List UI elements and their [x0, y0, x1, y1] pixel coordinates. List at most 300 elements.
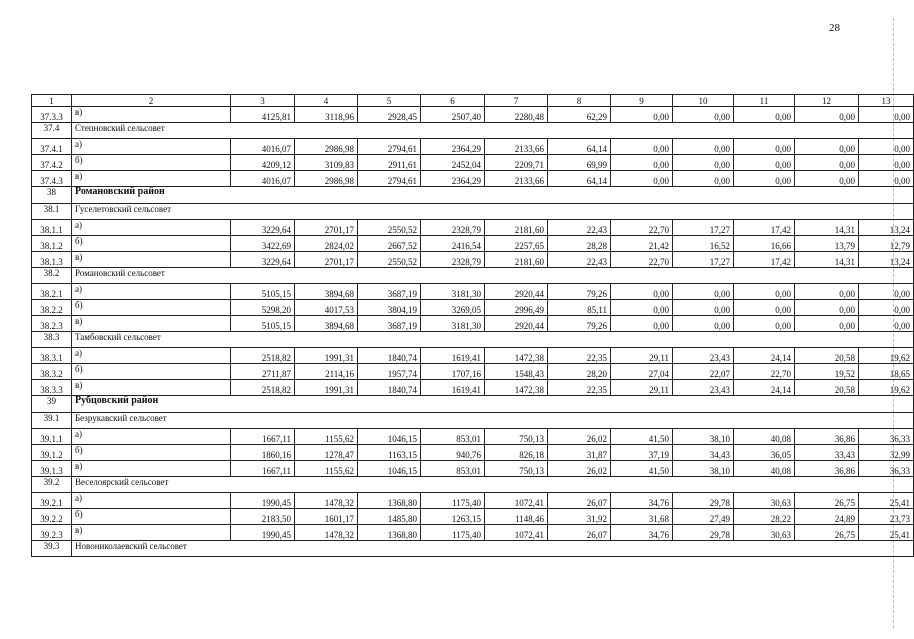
value-cell: 2181,60 [485, 220, 548, 236]
value-cell: 2364,29 [421, 171, 485, 187]
table-row [32, 380, 914, 396]
row-variant: а) [72, 493, 231, 509]
value-cell: 24,14 [734, 348, 795, 364]
table-row [32, 509, 914, 525]
value-cell: 4209,12 [231, 155, 295, 171]
value-cell: 3229,64 [231, 252, 295, 268]
value-cell: 0,00 [734, 107, 795, 123]
row-code: 37.4.2 [32, 155, 72, 171]
value-cell: 38,10 [673, 429, 734, 445]
column-header: 11 [734, 95, 795, 107]
value-cell: 22,43 [548, 252, 611, 268]
value-cell: 0,00 [859, 107, 914, 123]
value-cell: 1840,74 [358, 380, 421, 396]
value-cell: 1707,16 [421, 364, 485, 380]
value-cell: 24,89 [795, 509, 859, 525]
table-row [32, 364, 914, 380]
value-cell: 2181,60 [485, 252, 548, 268]
value-cell: 853,01 [421, 461, 485, 477]
value-cell: 36,86 [795, 429, 859, 445]
value-cell: 22,07 [673, 364, 734, 380]
value-cell: 34,76 [611, 493, 673, 509]
value-cell: 2711,87 [231, 364, 295, 380]
value-cell: 0,00 [673, 316, 734, 332]
value-cell: 0,00 [734, 155, 795, 171]
value-cell: 0,00 [795, 107, 859, 123]
table-row [32, 300, 914, 316]
value-cell: 2701,17 [295, 252, 358, 268]
value-cell: 5105,15 [231, 284, 295, 300]
table-row [32, 139, 914, 155]
row-code: 37.4.1 [32, 139, 72, 155]
value-cell: 3687,19 [358, 316, 421, 332]
column-header: 8 [548, 95, 611, 107]
table-row [32, 445, 914, 461]
value-cell: 0,00 [859, 171, 914, 187]
value-cell: 23,43 [673, 348, 734, 364]
value-cell: 2452,04 [421, 155, 485, 171]
value-cell: 0,00 [673, 107, 734, 123]
value-cell: 1991,31 [295, 380, 358, 396]
value-cell: 1155,62 [295, 461, 358, 477]
value-cell: 13,79 [795, 236, 859, 252]
value-cell: 2518,82 [231, 348, 295, 364]
value-cell: 1072,41 [485, 525, 548, 541]
value-cell: 31,92 [548, 509, 611, 525]
value-cell: 38,10 [673, 461, 734, 477]
value-cell: 27,49 [673, 509, 734, 525]
column-header: 7 [485, 95, 548, 107]
settlement-row [32, 123, 914, 139]
value-cell: 17,27 [673, 252, 734, 268]
table-row [32, 220, 914, 236]
value-cell: 28,20 [548, 364, 611, 380]
value-cell: 3229,64 [231, 220, 295, 236]
settlement-row [32, 204, 914, 220]
value-cell: 2507,40 [421, 107, 485, 123]
row-variant: б) [72, 300, 231, 316]
row-code: 39.1.2 [32, 445, 72, 461]
value-cell: 2667,52 [358, 236, 421, 252]
value-cell: 2920,44 [485, 316, 548, 332]
table-row [32, 525, 914, 541]
row-code: 38 [32, 187, 72, 204]
value-cell: 4016,07 [231, 139, 295, 155]
value-cell: 2986,98 [295, 171, 358, 187]
column-header: 2 [72, 95, 231, 107]
value-cell: 0,00 [611, 300, 673, 316]
value-cell: 2550,52 [358, 220, 421, 236]
value-cell: 1990,45 [231, 493, 295, 509]
settlement-name: Степновский сельсовет [72, 123, 914, 139]
row-variant: б) [72, 155, 231, 171]
table-row [32, 155, 914, 171]
row-code: 38.1.3 [32, 252, 72, 268]
value-cell: 750,13 [485, 429, 548, 445]
row-code: 39.1.1 [32, 429, 72, 445]
value-cell: 79,26 [548, 316, 611, 332]
value-cell: 1667,11 [231, 461, 295, 477]
value-cell: 21,42 [611, 236, 673, 252]
settlement-row [32, 268, 914, 284]
value-cell: 2364,29 [421, 139, 485, 155]
value-cell: 16,52 [673, 236, 734, 252]
value-cell: 20,58 [795, 348, 859, 364]
tariff-table [31, 94, 914, 557]
value-cell: 5298,20 [231, 300, 295, 316]
value-cell: 22,70 [611, 252, 673, 268]
value-cell: 0,00 [859, 284, 914, 300]
value-cell: 1148,46 [485, 509, 548, 525]
value-cell: 40,08 [734, 461, 795, 477]
value-cell: 79,26 [548, 284, 611, 300]
value-cell: 41,50 [611, 461, 673, 477]
value-cell: 31,68 [611, 509, 673, 525]
row-code: 38.1.2 [32, 236, 72, 252]
settlement-row [32, 541, 914, 557]
value-cell: 37,19 [611, 445, 673, 461]
column-header: 9 [611, 95, 673, 107]
value-cell: 0,00 [611, 139, 673, 155]
value-cell: 23,73 [859, 509, 914, 525]
value-cell: 2911,61 [358, 155, 421, 171]
table-row [32, 348, 914, 364]
value-cell: 2114,16 [295, 364, 358, 380]
settlement-name: Веселоярский сельсовет [72, 477, 914, 493]
value-cell: 36,33 [859, 429, 914, 445]
value-cell: 0,00 [734, 300, 795, 316]
value-cell: 85,11 [548, 300, 611, 316]
value-cell: 0,00 [859, 139, 914, 155]
value-cell: 1472,38 [485, 348, 548, 364]
value-cell: 2920,44 [485, 284, 548, 300]
value-cell: 1046,15 [358, 461, 421, 477]
value-cell: 0,00 [795, 316, 859, 332]
value-cell: 1163,15 [358, 445, 421, 461]
value-cell: 26,75 [795, 525, 859, 541]
table-row [32, 493, 914, 509]
value-cell: 1619,41 [421, 380, 485, 396]
column-header: 10 [673, 95, 734, 107]
value-cell: 3894,68 [295, 316, 358, 332]
row-variant: в) [72, 252, 231, 268]
row-variant: а) [72, 429, 231, 445]
value-cell: 30,63 [734, 493, 795, 509]
value-cell: 2986,98 [295, 139, 358, 155]
page-number: 28 [829, 22, 840, 34]
row-code: 39 [32, 396, 72, 413]
value-cell: 1957,74 [358, 364, 421, 380]
value-cell: 0,00 [734, 139, 795, 155]
value-cell: 5105,15 [231, 316, 295, 332]
value-cell: 34,43 [673, 445, 734, 461]
row-variant: в) [72, 171, 231, 187]
settlement-name: Тамбовский сельсовет [72, 332, 914, 348]
value-cell: 0,00 [859, 300, 914, 316]
column-header: 6 [421, 95, 485, 107]
value-cell: 2183,50 [231, 509, 295, 525]
header-row [32, 95, 914, 107]
value-cell: 1619,41 [421, 348, 485, 364]
column-header: 3 [231, 95, 295, 107]
value-cell: 0,00 [734, 284, 795, 300]
value-cell: 64,14 [548, 171, 611, 187]
row-code: 38.2.2 [32, 300, 72, 316]
value-cell: 0,00 [673, 300, 734, 316]
value-cell: 3181,30 [421, 284, 485, 300]
value-cell: 12,79 [859, 236, 914, 252]
row-code: 39.2 [32, 477, 72, 493]
row-variant: в) [72, 316, 231, 332]
row-code: 38.3.2 [32, 364, 72, 380]
settlement-name: Новониколаевский сельсовет [72, 541, 914, 557]
value-cell: 14,31 [795, 252, 859, 268]
value-cell: 29,11 [611, 348, 673, 364]
value-cell: 25,41 [859, 493, 914, 509]
value-cell: 16,66 [734, 236, 795, 252]
value-cell: 3804,19 [358, 300, 421, 316]
value-cell: 0,00 [673, 171, 734, 187]
value-cell: 29,11 [611, 380, 673, 396]
column-header: 12 [795, 95, 859, 107]
value-cell: 0,00 [795, 300, 859, 316]
row-variant: в) [72, 107, 231, 123]
value-cell: 25,41 [859, 525, 914, 541]
row-variant: а) [72, 220, 231, 236]
value-cell: 20,58 [795, 380, 859, 396]
value-cell: 64,14 [548, 139, 611, 155]
row-code: 39.2.1 [32, 493, 72, 509]
value-cell: 0,00 [611, 171, 673, 187]
value-cell: 13,24 [859, 220, 914, 236]
value-cell: 30,63 [734, 525, 795, 541]
value-cell: 2794,61 [358, 171, 421, 187]
value-cell: 4017,53 [295, 300, 358, 316]
value-cell: 22,43 [548, 220, 611, 236]
value-cell: 24,14 [734, 380, 795, 396]
row-variant: а) [72, 348, 231, 364]
value-cell: 0,00 [673, 155, 734, 171]
table-row [32, 107, 914, 123]
row-code: 38.2 [32, 268, 72, 284]
column-header: 5 [358, 95, 421, 107]
row-variant: б) [72, 236, 231, 252]
value-cell: 31,87 [548, 445, 611, 461]
table-row [32, 284, 914, 300]
value-cell: 17,42 [734, 220, 795, 236]
value-cell: 1667,11 [231, 429, 295, 445]
column-header: 13 [859, 95, 914, 107]
value-cell: 1990,45 [231, 525, 295, 541]
row-code: 38.2.1 [32, 284, 72, 300]
value-cell: 1478,32 [295, 525, 358, 541]
value-cell: 0,00 [795, 284, 859, 300]
value-cell: 2209,71 [485, 155, 548, 171]
column-header: 1 [32, 95, 72, 107]
value-cell: 29,78 [673, 493, 734, 509]
value-cell: 69,99 [548, 155, 611, 171]
value-cell: 3894,68 [295, 284, 358, 300]
table-row [32, 316, 914, 332]
value-cell: 29,78 [673, 525, 734, 541]
value-cell: 750,13 [485, 461, 548, 477]
value-cell: 1175,40 [421, 525, 485, 541]
value-cell: 26,75 [795, 493, 859, 509]
value-cell: 32,99 [859, 445, 914, 461]
row-code: 38.3.1 [32, 348, 72, 364]
value-cell: 28,28 [548, 236, 611, 252]
value-cell: 0,00 [795, 139, 859, 155]
value-cell: 2701,17 [295, 220, 358, 236]
row-code: 37.4 [32, 123, 72, 139]
value-cell: 0,00 [859, 155, 914, 171]
value-cell: 4125,81 [231, 107, 295, 123]
value-cell: 2328,79 [421, 220, 485, 236]
value-cell: 17,42 [734, 252, 795, 268]
value-cell: 1485,80 [358, 509, 421, 525]
value-cell: 826,18 [485, 445, 548, 461]
value-cell: 36,33 [859, 461, 914, 477]
value-cell: 4016,07 [231, 171, 295, 187]
value-cell: 26,02 [548, 429, 611, 445]
value-cell: 26,07 [548, 525, 611, 541]
value-cell: 853,01 [421, 429, 485, 445]
value-cell: 1991,31 [295, 348, 358, 364]
value-cell: 1478,32 [295, 493, 358, 509]
settlement-name: Гуселетовский сельсовет [72, 204, 914, 220]
value-cell: 0,00 [611, 284, 673, 300]
value-cell: 1601,17 [295, 509, 358, 525]
value-cell: 3687,19 [358, 284, 421, 300]
value-cell: 0,00 [795, 171, 859, 187]
value-cell: 0,00 [673, 139, 734, 155]
row-code: 39.3 [32, 541, 72, 557]
value-cell: 0,00 [859, 316, 914, 332]
value-cell: 0,00 [611, 107, 673, 123]
table-row [32, 252, 914, 268]
value-cell: 3422,69 [231, 236, 295, 252]
value-cell: 36,05 [734, 445, 795, 461]
value-cell: 2824,02 [295, 236, 358, 252]
value-cell: 1548,43 [485, 364, 548, 380]
row-code: 39.1 [32, 413, 72, 429]
value-cell: 0,00 [611, 316, 673, 332]
value-cell: 2133,66 [485, 139, 548, 155]
row-code: 38.1.1 [32, 220, 72, 236]
value-cell: 0,00 [795, 155, 859, 171]
value-cell: 0,00 [734, 171, 795, 187]
value-cell: 22,70 [734, 364, 795, 380]
value-cell: 27,04 [611, 364, 673, 380]
value-cell: 1278,47 [295, 445, 358, 461]
value-cell: 1046,15 [358, 429, 421, 445]
value-cell: 3181,30 [421, 316, 485, 332]
row-variant: в) [72, 461, 231, 477]
column-header: 4 [295, 95, 358, 107]
value-cell: 2328,79 [421, 252, 485, 268]
value-cell: 13,24 [859, 252, 914, 268]
value-cell: 22,35 [548, 348, 611, 364]
table-row [32, 461, 914, 477]
value-cell: 0,00 [734, 316, 795, 332]
value-cell: 940,76 [421, 445, 485, 461]
table-body [32, 95, 914, 557]
value-cell: 22,35 [548, 380, 611, 396]
row-code: 37.4.3 [32, 171, 72, 187]
value-cell: 40,08 [734, 429, 795, 445]
value-cell: 19,62 [859, 348, 914, 364]
value-cell: 0,00 [673, 284, 734, 300]
row-code: 39.2.3 [32, 525, 72, 541]
value-cell: 22,70 [611, 220, 673, 236]
value-cell: 2133,66 [485, 171, 548, 187]
value-cell: 34,76 [611, 525, 673, 541]
table-row [32, 171, 914, 187]
value-cell: 2518,82 [231, 380, 295, 396]
value-cell: 3269,05 [421, 300, 485, 316]
row-variant: в) [72, 380, 231, 396]
row-code: 39.2.2 [32, 509, 72, 525]
district-row [32, 396, 914, 413]
value-cell: 36,86 [795, 461, 859, 477]
value-cell: 33,43 [795, 445, 859, 461]
value-cell: 2928,45 [358, 107, 421, 123]
value-cell: 1175,40 [421, 493, 485, 509]
value-cell: 3118,96 [295, 107, 358, 123]
value-cell: 62,29 [548, 107, 611, 123]
value-cell: 19,62 [859, 380, 914, 396]
row-variant: а) [72, 139, 231, 155]
value-cell: 17,27 [673, 220, 734, 236]
value-cell: 2257,65 [485, 236, 548, 252]
settlement-name: Безрукавский сельсовет [72, 413, 914, 429]
value-cell: 26,02 [548, 461, 611, 477]
settlement-row [32, 477, 914, 493]
row-code: 39.1.3 [32, 461, 72, 477]
value-cell: 1860,16 [231, 445, 295, 461]
value-cell: 18,65 [859, 364, 914, 380]
row-variant: в) [72, 525, 231, 541]
row-code: 38.1 [32, 204, 72, 220]
value-cell: 2996,49 [485, 300, 548, 316]
row-variant: б) [72, 364, 231, 380]
value-cell: 26,07 [548, 493, 611, 509]
row-code: 38.3 [32, 332, 72, 348]
row-variant: б) [72, 445, 231, 461]
value-cell: 14,31 [795, 220, 859, 236]
settlement-row [32, 413, 914, 429]
value-cell: 28,22 [734, 509, 795, 525]
district-name: Романовский район [72, 187, 914, 204]
value-cell: 23,43 [673, 380, 734, 396]
value-cell: 1368,80 [358, 493, 421, 509]
value-cell: 41,50 [611, 429, 673, 445]
value-cell: 1155,62 [295, 429, 358, 445]
value-cell: 2550,52 [358, 252, 421, 268]
settlement-name: Романовский сельсовет [72, 268, 914, 284]
value-cell: 1072,41 [485, 493, 548, 509]
row-code: 38.2.3 [32, 316, 72, 332]
row-variant: б) [72, 509, 231, 525]
row-variant: а) [72, 284, 231, 300]
value-cell: 1263,15 [421, 509, 485, 525]
row-code: 38.3.3 [32, 380, 72, 396]
table-row [32, 429, 914, 445]
value-cell: 1472,38 [485, 380, 548, 396]
value-cell: 3109,83 [295, 155, 358, 171]
value-cell: 1368,80 [358, 525, 421, 541]
table-row [32, 236, 914, 252]
